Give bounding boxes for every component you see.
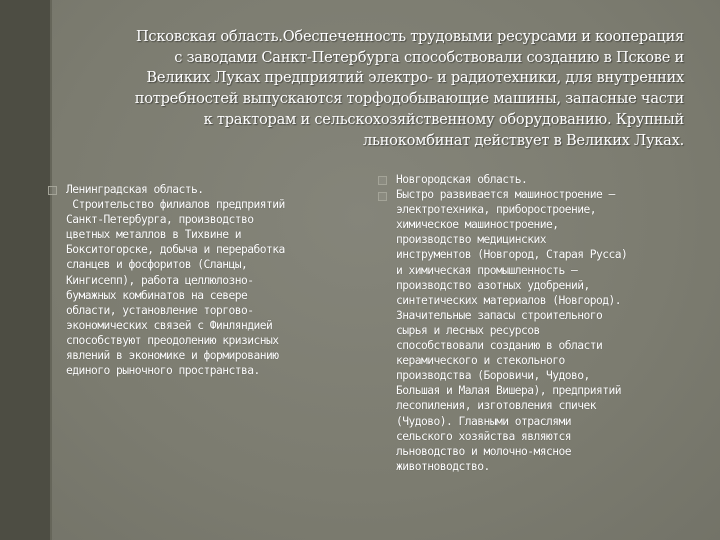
right-line: Быстро развивается машиностроение — [396, 188, 615, 202]
left-line: явлений в экономике и формированию [66, 349, 279, 363]
right-column-text [396, 172, 686, 474]
left-frame-bar [0, 0, 50, 540]
square-bullet-icon [378, 192, 387, 201]
left-line: сланцев и фосфоритов (Сланцы, [66, 258, 248, 272]
title-line: к тракторам и сельскохозяйственному оборудованию. Крупный [203, 110, 684, 128]
right-line: (Чудово). Главными отраслями [396, 414, 572, 428]
right-line: производство медицинских [396, 233, 547, 247]
right-line: Новгородская область. [396, 173, 528, 186]
right-line: льноводство и молочно-мясное [396, 444, 572, 458]
right-line: производства (Боровичи, Чудово, [396, 369, 590, 383]
left-line: области, установление торгово- [66, 303, 254, 317]
title-line: Великих Луках предприятий электро- и радиотехники, для внутренних [146, 69, 684, 87]
left-line: Ленинградская область. [66, 183, 204, 196]
right-line: лесопиления, изготовления спичек [396, 399, 597, 413]
right-line: керамического и стекольного [396, 354, 565, 368]
left-column-text [66, 182, 356, 378]
left-line: единого рыночного пространства. [66, 364, 260, 378]
title-line: Псковская область.Обеспеченность трудовыми ресурсами и кооперация [135, 28, 684, 45]
right-line: животноводство. [396, 459, 490, 473]
left-line: способствуют преодолению кризисных [66, 333, 279, 347]
title-line: льнокомбинат действует в Великих Луках. [362, 131, 684, 149]
right-line: Значительные запасы строительного [396, 308, 603, 322]
left-line: Строительство филиалов предприятий [66, 198, 285, 212]
left-line: экономических связей с Финляндией [66, 318, 273, 332]
left-line: Санкт-Петербурга, производство [66, 213, 254, 227]
right-line: синтетических материалов (Новгород). [396, 293, 622, 307]
square-bullet-icon [48, 186, 57, 195]
right-line: химическое машиностроение, [396, 218, 559, 232]
right-line: сырья и лесных ресурсов [396, 323, 540, 337]
right-line: сельского хозяйства являются [396, 429, 572, 443]
right-line: электротехника, приборостроение, [396, 203, 597, 217]
right-line: и химическая промышленность — [396, 263, 578, 277]
right-line: Большая и Малая Вишера), предприятий [396, 384, 622, 398]
left-frame-divider [50, 0, 52, 540]
right-line: инструментов (Новгород, Старая Русса) [396, 248, 628, 262]
left-line: бумажных комбинатов на севере [66, 288, 248, 302]
left-line: цветных металлов в Тихвине и [66, 228, 242, 242]
right-line: способствовали созданию в области [396, 339, 603, 353]
title-line: с заводами Санкт-Петербурга способствовали созданию в Пскове и [174, 48, 684, 66]
left-line: Бокситогорске, добыча и переработка [66, 243, 285, 257]
right-line: производство азотных удобрений, [396, 278, 590, 292]
square-bullet-icon [378, 176, 387, 185]
title-line: потребностей выпускаются торфодобывающие машины, запасные части [134, 90, 684, 108]
left-line: Кингисепп), работа целлюлозно- [66, 273, 254, 287]
slide-title [72, 27, 684, 151]
